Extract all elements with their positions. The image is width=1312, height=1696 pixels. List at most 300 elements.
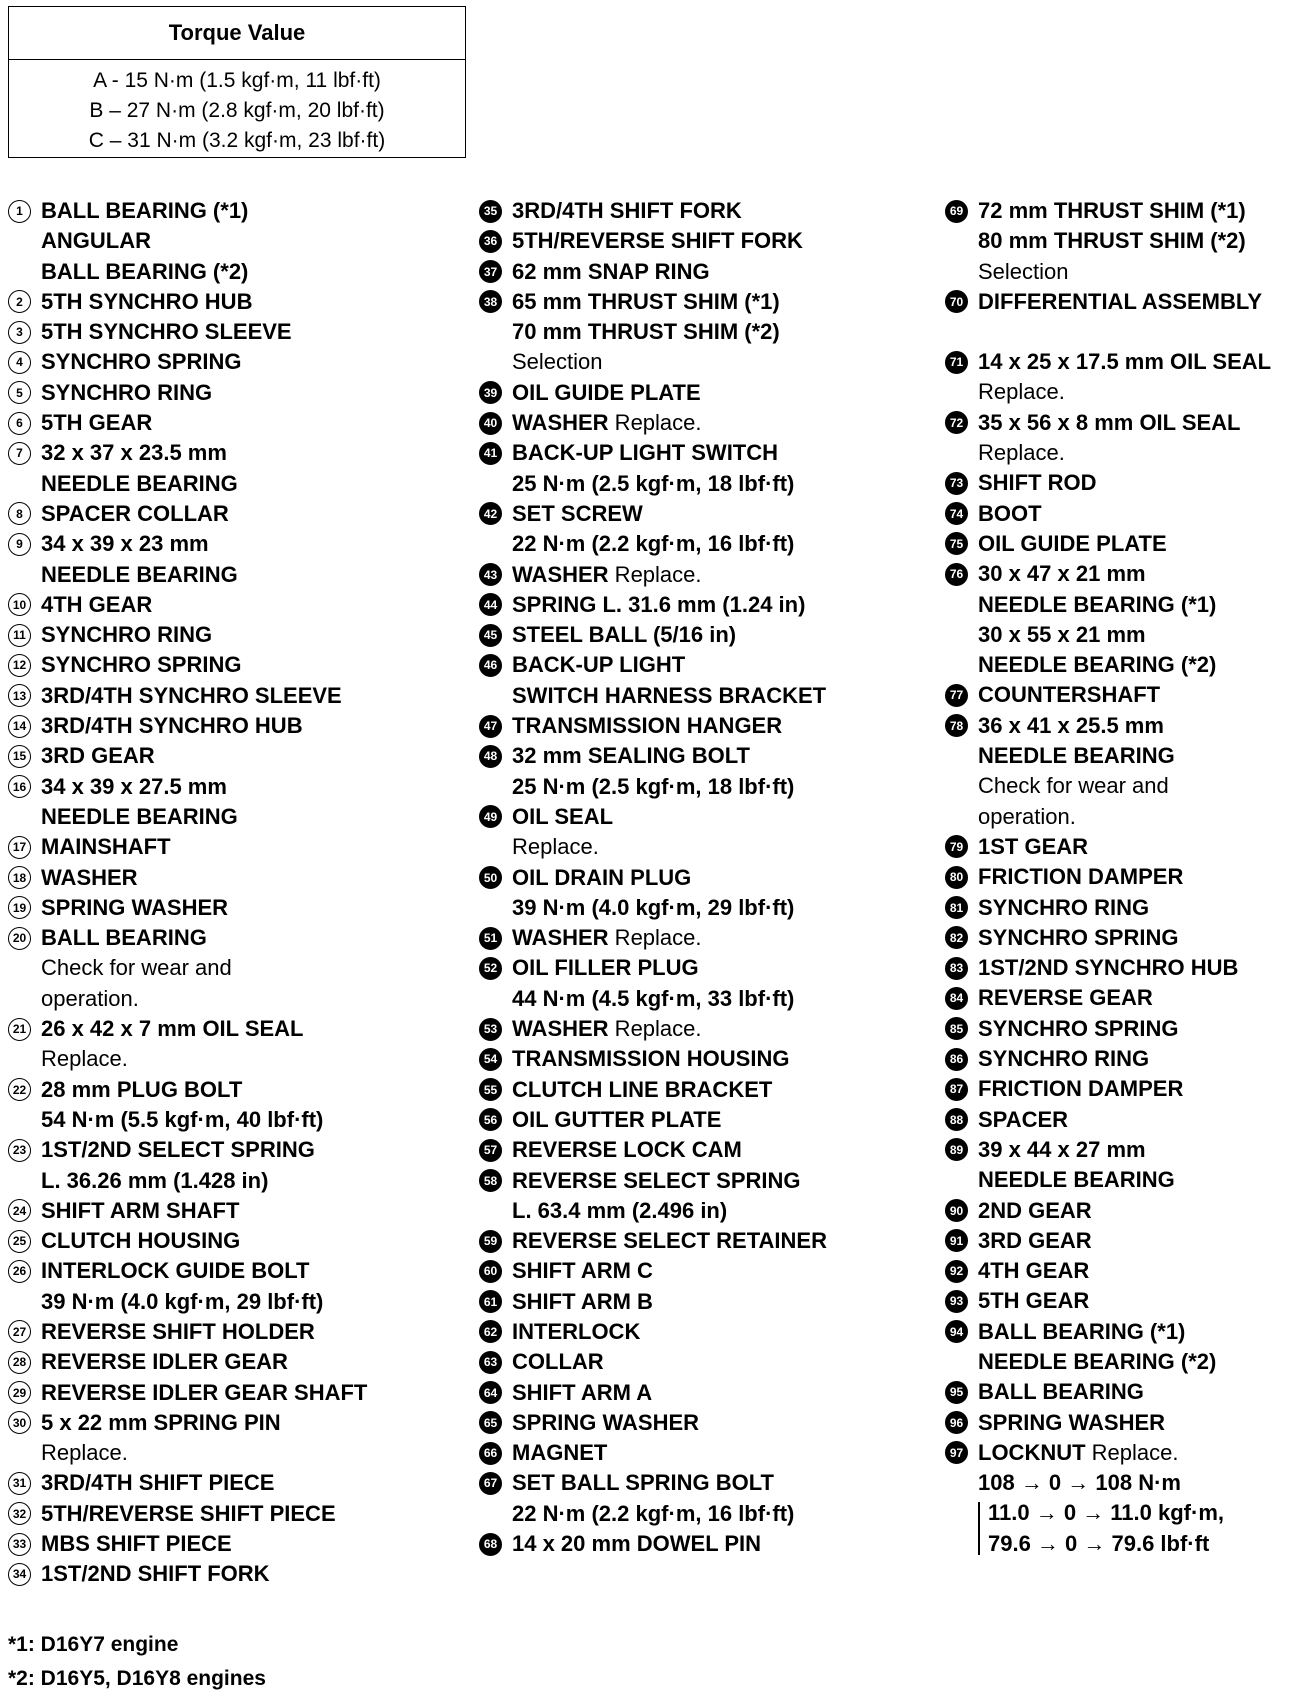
part-number-badge: 5	[8, 381, 31, 404]
part-description-text: SYNCHRO RING	[978, 894, 1150, 920]
part-description-text: 32 mm SEALING BOLT	[512, 743, 750, 769]
part-item-5	[8, 378, 438, 408]
part-item-30	[8, 1408, 438, 1469]
torque-value-c: C – 31 N·m (3.2 kgf·m, 23 lbf·ft)	[88, 129, 386, 152]
part-item-76	[945, 559, 1305, 680]
part-description-text: SPACER	[978, 1106, 1069, 1132]
part-number-badge: 92	[945, 1260, 968, 1283]
part-description-text: 32 x 37 x 23.5 mm	[41, 440, 227, 466]
part-description-text: 11.0 → 0 → 11.0 kgf·m,	[988, 1500, 1225, 1526]
part-description-text: SYNCHRO RING	[978, 1046, 1150, 1072]
part-number-badge: 68	[479, 1533, 502, 1556]
part-description-line	[978, 1317, 1305, 1347]
torque-value-table	[8, 6, 466, 158]
part-description-line	[41, 984, 438, 1014]
part-description-line	[978, 802, 1305, 832]
part-description-text: 1ST/2ND SYNCHRO HUB	[978, 955, 1239, 981]
part-description-text: SET SCREW	[512, 500, 643, 526]
part-description-text: FRICTION DAMPER	[978, 864, 1184, 890]
part-description-text: FRICTION DAMPER	[978, 1076, 1184, 1102]
part-description-line	[978, 741, 1305, 771]
part-description-line	[512, 257, 909, 287]
part-description-line	[978, 620, 1305, 650]
part-description-line	[512, 1256, 909, 1286]
part-description-line	[512, 893, 909, 923]
part-description-line	[512, 772, 909, 802]
part-item-64	[479, 1378, 909, 1408]
part-description-text: COUNTERSHAFT	[978, 682, 1161, 708]
part-description-line	[41, 1075, 438, 1105]
part-description-text: OIL GUIDE PLATE	[512, 379, 701, 405]
part-description-text: NEEDLE BEARING	[41, 470, 238, 496]
part-description-line	[978, 771, 1305, 801]
part-item-61	[479, 1287, 909, 1317]
part-description-line	[978, 711, 1305, 741]
part-description-text: 5TH GEAR	[41, 410, 153, 436]
part-item-89	[945, 1135, 1305, 1196]
part-number-badge: 29	[8, 1381, 31, 1404]
part-number-badge: 10	[8, 593, 31, 616]
part-description-line	[512, 347, 909, 377]
part-description-line	[512, 226, 909, 256]
part-description-text: Replace.	[978, 379, 1065, 405]
part-description-line	[41, 832, 438, 862]
part-item-14	[8, 711, 438, 741]
part-number-badge: 30	[8, 1411, 31, 1434]
part-description-text: 34 x 39 x 27.5 mm	[41, 773, 227, 799]
part-description-line	[512, 681, 909, 711]
part-description-line	[978, 257, 1305, 287]
part-description-line	[41, 1378, 438, 1408]
part-item-40	[479, 408, 909, 438]
part-description-text: 4TH GEAR	[978, 1258, 1090, 1284]
part-description-text: 5TH/REVERSE SHIFT FORK	[512, 228, 803, 254]
part-number-badge: 82	[945, 926, 968, 949]
part-number-badge: 80	[945, 866, 968, 889]
footnote-2: *2: D16Y5, D16Y8 engines	[8, 1667, 266, 1690]
part-description-text: ANGULAR	[41, 228, 151, 254]
part-description-text: 25 N·m (2.5 kgf·m, 18 lbf·ft)	[512, 773, 795, 799]
part-description-line	[978, 1135, 1305, 1165]
part-description-line	[41, 1529, 438, 1559]
part-item-63	[479, 1347, 909, 1377]
part-item-6	[8, 408, 438, 438]
part-description-line	[512, 1075, 909, 1105]
part-number-badge: 67	[479, 1472, 502, 1495]
part-description-line	[978, 1286, 1305, 1316]
part-description-text: SYNCHRO RING	[41, 622, 213, 648]
part-description-line	[41, 1438, 438, 1468]
part-description-text: 54 N·m (5.5 kgf·m, 40 lbf·ft)	[41, 1106, 324, 1132]
part-item-28	[8, 1347, 438, 1377]
part-description-line	[978, 983, 1305, 1013]
part-description-text: 80 mm THRUST SHIM (*2)	[978, 228, 1246, 254]
part-description-line	[978, 499, 1305, 529]
part-item-65	[479, 1408, 909, 1438]
part-item-20	[8, 923, 438, 1014]
part-description-line	[978, 1014, 1305, 1044]
part-item-33	[8, 1529, 438, 1559]
part-description-text: REVERSE IDLER GEAR	[41, 1349, 288, 1375]
part-number-badge: 8	[8, 502, 31, 525]
part-description-line	[41, 741, 438, 771]
part-description-line	[41, 257, 438, 287]
part-item-47	[479, 711, 909, 741]
part-description-text: 39 N·m (4.0 kgf·m, 29 lbf·ft)	[41, 1288, 324, 1314]
part-number-badge: 85	[945, 1017, 968, 1040]
part-number-badge: 12	[8, 654, 31, 677]
part-item-51	[479, 923, 909, 953]
part-description-text: WASHER	[512, 410, 609, 436]
part-description-line	[41, 893, 438, 923]
part-description-line	[978, 832, 1305, 862]
part-number-badge: 66	[479, 1442, 502, 1465]
part-number-badge: 41	[479, 442, 502, 465]
part-description-text: 30 x 55 x 21 mm	[978, 621, 1146, 647]
part-description-line	[512, 802, 909, 832]
part-number-badge: 71	[945, 351, 968, 374]
part-item-80	[945, 862, 1305, 892]
part-description-text: SHIFT ARM C	[512, 1258, 653, 1284]
part-description-text: TRANSMISSION HANGER	[512, 713, 783, 739]
part-number-badge: 91	[945, 1229, 968, 1252]
part-item-45	[479, 620, 909, 650]
part-number-badge: 50	[479, 866, 502, 889]
part-description-text: SPRING WASHER	[978, 1409, 1166, 1435]
part-description-line	[512, 984, 909, 1014]
part-description-line	[512, 620, 909, 650]
part-item-92	[945, 1256, 1305, 1286]
part-description-line	[41, 863, 438, 893]
part-item-7	[8, 438, 438, 499]
part-number-badge: 72	[945, 411, 968, 434]
part-description-line	[512, 1499, 909, 1529]
part-number-badge: 37	[479, 260, 502, 283]
part-description-line	[41, 408, 438, 438]
part-item-39	[479, 378, 909, 408]
part-item-12	[8, 650, 438, 680]
part-description-line	[41, 772, 438, 802]
part-description-text: 26 x 42 x 7 mm OIL SEAL	[41, 1016, 304, 1042]
part-description-line	[978, 1074, 1305, 1104]
part-description-text: BALL BEARING (*1)	[41, 198, 249, 223]
part-description-text: 28 mm PLUG BOLT	[41, 1076, 243, 1102]
part-description-text: 5TH GEAR	[978, 1288, 1090, 1314]
part-note-text: Replace.	[1085, 1439, 1179, 1465]
part-description-line	[512, 438, 909, 468]
part-description-text: 5TH/REVERSE SHIFT PIECE	[41, 1500, 336, 1526]
torque-values	[9, 60, 465, 156]
part-description-line	[41, 1044, 438, 1074]
part-number-badge: 55	[479, 1078, 502, 1101]
part-description-line	[512, 408, 909, 438]
part-description-line	[41, 1166, 438, 1196]
part-description-line	[41, 499, 438, 529]
part-description-line	[41, 1226, 438, 1256]
part-description-text: 72 mm THRUST SHIM (*1)	[978, 198, 1246, 223]
part-number-badge: 35	[479, 200, 502, 223]
part-description-line	[41, 378, 438, 408]
part-item-94	[945, 1317, 1305, 1378]
part-item-26	[8, 1256, 438, 1317]
part-number-badge: 9	[8, 533, 31, 556]
part-item-57	[479, 1135, 909, 1165]
part-description-line	[512, 590, 909, 620]
part-note-text: Replace.	[608, 561, 702, 587]
part-description-line	[512, 741, 909, 771]
part-description-text: OIL SEAL	[512, 803, 614, 829]
part-item-18	[8, 863, 438, 893]
part-number-badge: 18	[8, 866, 31, 889]
part-description-text: BACK-UP LIGHT SWITCH	[512, 440, 779, 466]
part-number-badge: 46	[479, 654, 502, 677]
part-number-badge: 84	[945, 987, 968, 1010]
part-item-11	[8, 620, 438, 650]
part-item-34	[8, 1559, 438, 1589]
part-description-line	[41, 953, 438, 983]
part-item-72	[945, 408, 1305, 469]
part-number-badge: 96	[945, 1411, 968, 1434]
part-description-text: 5TH SYNCHRO SLEEVE	[41, 319, 292, 345]
part-number-badge: 23	[8, 1139, 31, 1162]
part-description-text: 108 → 0 → 108 N·m	[978, 1470, 1181, 1496]
part-description-line	[978, 377, 1305, 407]
part-description-text: WASHER	[512, 1016, 609, 1042]
part-item-43	[479, 560, 909, 590]
part-description-text: 25 N·m (2.5 kgf·m, 18 lbf·ft)	[512, 470, 795, 496]
part-number-badge: 63	[479, 1351, 502, 1374]
part-description-line	[512, 1196, 909, 1226]
part-number-badge: 21	[8, 1018, 31, 1041]
part-description-line	[41, 1014, 438, 1044]
part-description-text: SPRING WASHER	[512, 1409, 700, 1435]
part-description-line	[512, 1378, 909, 1408]
part-description-line	[512, 1226, 909, 1256]
part-item-32	[8, 1499, 438, 1529]
part-item-50	[479, 863, 909, 924]
part-number-badge: 81	[945, 896, 968, 919]
parts-list-column-1	[8, 196, 438, 1590]
part-description-text: SYNCHRO SPRING	[978, 924, 1179, 950]
part-description-line	[41, 287, 438, 317]
part-description-line	[978, 893, 1305, 923]
part-number-badge: 33	[8, 1533, 31, 1556]
part-item-8	[8, 499, 438, 529]
part-description-line	[512, 923, 909, 953]
part-item-53	[479, 1014, 909, 1044]
part-item-90	[945, 1196, 1305, 1226]
part-number-badge: 60	[479, 1260, 502, 1283]
part-number-badge: 34	[8, 1563, 31, 1586]
part-number-badge: 28	[8, 1351, 31, 1374]
part-item-55	[479, 1075, 909, 1105]
part-description-text: Replace.	[512, 834, 599, 860]
part-description-line	[512, 469, 909, 499]
part-description-text: SPACER COLLAR	[41, 500, 229, 526]
part-number-badge: 75	[945, 532, 968, 555]
part-number-badge: 61	[479, 1290, 502, 1313]
part-description-line	[978, 650, 1305, 680]
part-description-text: Replace.	[41, 1440, 128, 1466]
part-description-line	[41, 1196, 438, 1226]
part-description-line	[978, 923, 1305, 953]
part-description-line	[512, 1347, 909, 1377]
part-number-badge: 83	[945, 957, 968, 980]
part-number-badge: 73	[945, 472, 968, 495]
part-description-text: 3RD/4TH SHIFT PIECE	[41, 1470, 275, 1496]
part-description-line	[41, 560, 438, 590]
part-description-text: Replace.	[978, 440, 1065, 466]
part-description-text: BOOT	[978, 500, 1042, 526]
part-description-text: BALL BEARING (*1)	[978, 1318, 1186, 1344]
part-description-text: 3RD/4TH SYNCHRO SLEEVE	[41, 682, 342, 708]
part-description-line	[978, 529, 1305, 559]
part-description-text: WASHER	[512, 561, 609, 587]
part-description-line	[41, 529, 438, 559]
part-item-31	[8, 1468, 438, 1498]
part-description-text: 1ST GEAR	[978, 833, 1089, 859]
part-number-badge: 49	[479, 805, 502, 828]
part-description-text: REVERSE IDLER GEAR SHAFT	[41, 1379, 368, 1405]
part-description-line	[978, 1044, 1305, 1074]
part-description-text: L. 63.4 mm (2.496 in)	[512, 1197, 728, 1223]
part-description-text: NEEDLE BEARING	[41, 561, 238, 587]
part-item-27	[8, 1317, 438, 1347]
part-description-text: NEEDLE BEARING (*2)	[978, 1348, 1217, 1374]
part-description-line	[512, 378, 909, 408]
part-number-badge: 87	[945, 1078, 968, 1101]
part-number-badge: 43	[479, 563, 502, 586]
part-item-84	[945, 983, 1305, 1013]
part-description-line	[512, 1438, 909, 1468]
part-description-text: MAGNET	[512, 1440, 608, 1466]
part-description-line	[41, 590, 438, 620]
torque-value-a: A - 15 N·m (1.5 kgf·m, 11 lbf·ft)	[93, 69, 381, 92]
part-item-86	[945, 1044, 1305, 1074]
part-description-line	[978, 438, 1305, 468]
part-description-line	[41, 711, 438, 741]
part-description-line	[978, 1226, 1305, 1256]
part-description-text: NEEDLE BEARING (*1)	[978, 591, 1217, 617]
part-description-text: 4TH GEAR	[41, 591, 153, 617]
part-number-badge: 20	[8, 927, 31, 950]
part-description-text: NEEDLE BEARING (*2)	[978, 652, 1217, 678]
part-description-line	[978, 226, 1305, 256]
part-description-line	[41, 1499, 438, 1529]
part-number-badge: 32	[8, 1502, 31, 1525]
part-description-text: 14 x 25 x 17.5 mm OIL SEAL	[978, 349, 1272, 375]
part-description-text: WASHER	[512, 925, 609, 951]
part-description-text: REVERSE SELECT SPRING	[512, 1167, 801, 1193]
part-item-85	[945, 1014, 1305, 1044]
part-description-line	[978, 408, 1305, 438]
part-description-line	[41, 469, 438, 499]
part-description-line	[512, 1529, 909, 1559]
part-item-49	[479, 802, 909, 863]
part-item-42	[479, 499, 909, 560]
part-item-17	[8, 832, 438, 862]
part-item-75	[945, 529, 1305, 559]
part-item-25	[8, 1226, 438, 1256]
parts-list-column-2	[479, 196, 909, 1559]
part-number-badge: 76	[945, 563, 968, 586]
part-description-text: 3RD GEAR	[978, 1227, 1092, 1253]
part-item-15	[8, 741, 438, 771]
part-number-badge: 31	[8, 1472, 31, 1495]
part-description-line	[512, 1135, 909, 1165]
part-item-68	[479, 1529, 909, 1559]
part-item-54	[479, 1044, 909, 1074]
part-item-59	[479, 1226, 909, 1256]
part-description-text: 70 mm THRUST SHIM (*2)	[512, 319, 780, 345]
part-description-text: SHIFT ARM A	[512, 1379, 653, 1405]
part-description-text: SYNCHRO SPRING	[41, 652, 242, 678]
part-number-badge: 16	[8, 775, 31, 798]
part-number-badge: 7	[8, 442, 31, 465]
part-description-text: SWITCH HARNESS BRACKET	[512, 682, 827, 708]
part-number-badge: 58	[479, 1169, 502, 1192]
part-number-badge: 56	[479, 1108, 502, 1131]
part-description-text: Replace.	[41, 1046, 128, 1072]
part-description-line	[978, 862, 1305, 892]
part-item-60	[479, 1256, 909, 1286]
part-description-line	[512, 1408, 909, 1438]
part-description-line	[512, 287, 909, 317]
part-description-text: REVERSE GEAR	[978, 985, 1153, 1011]
part-description-text: 5 x 22 mm SPRING PIN	[41, 1409, 281, 1435]
part-number-badge: 48	[479, 745, 502, 768]
part-description-line	[41, 681, 438, 711]
part-item-13	[8, 681, 438, 711]
part-description-text: 3RD/4TH SYNCHRO HUB	[41, 713, 303, 739]
part-description-text: MBS SHIFT PIECE	[41, 1531, 232, 1557]
part-number-badge: 86	[945, 1048, 968, 1071]
part-description-text: Check for wear and	[41, 955, 232, 981]
part-description-line	[978, 1498, 1305, 1528]
part-description-line	[512, 711, 909, 741]
part-item-10	[8, 590, 438, 620]
part-description-text: 44 N·m (4.5 kgf·m, 33 lbf·ft)	[512, 985, 795, 1011]
footnote-1: *1: D16Y7 engine	[8, 1633, 179, 1656]
part-item-81	[945, 893, 1305, 923]
part-description-text: REVERSE SELECT RETAINER	[512, 1228, 827, 1254]
part-number-badge: 40	[479, 412, 502, 435]
part-description-text: INTERLOCK	[512, 1318, 641, 1344]
part-description-line	[512, 1166, 909, 1196]
part-item-3	[8, 317, 438, 347]
part-item-41	[479, 438, 909, 499]
part-description-text: SET BALL SPRING BOLT	[512, 1470, 774, 1496]
part-number-badge: 95	[945, 1381, 968, 1404]
part-item-74	[945, 499, 1305, 529]
part-description-text: BALL BEARING	[41, 925, 207, 951]
part-item-24	[8, 1196, 438, 1226]
part-number-badge: 14	[8, 715, 31, 738]
part-description-text: 22 N·m (2.2 kgf·m, 16 lbf·ft)	[512, 1500, 795, 1526]
part-description-line	[978, 1196, 1305, 1226]
part-number-badge: 79	[945, 835, 968, 858]
part-item-73	[945, 468, 1305, 498]
part-description-text: CLUTCH HOUSING	[41, 1228, 241, 1254]
part-item-67	[479, 1468, 909, 1529]
part-number-badge: 57	[479, 1139, 502, 1162]
part-description-line	[41, 226, 438, 256]
part-item-58	[479, 1166, 909, 1227]
part-description-line	[41, 1317, 438, 1347]
part-number-badge: 11	[8, 624, 31, 647]
part-description-line	[41, 1468, 438, 1498]
part-description-line	[978, 559, 1305, 589]
